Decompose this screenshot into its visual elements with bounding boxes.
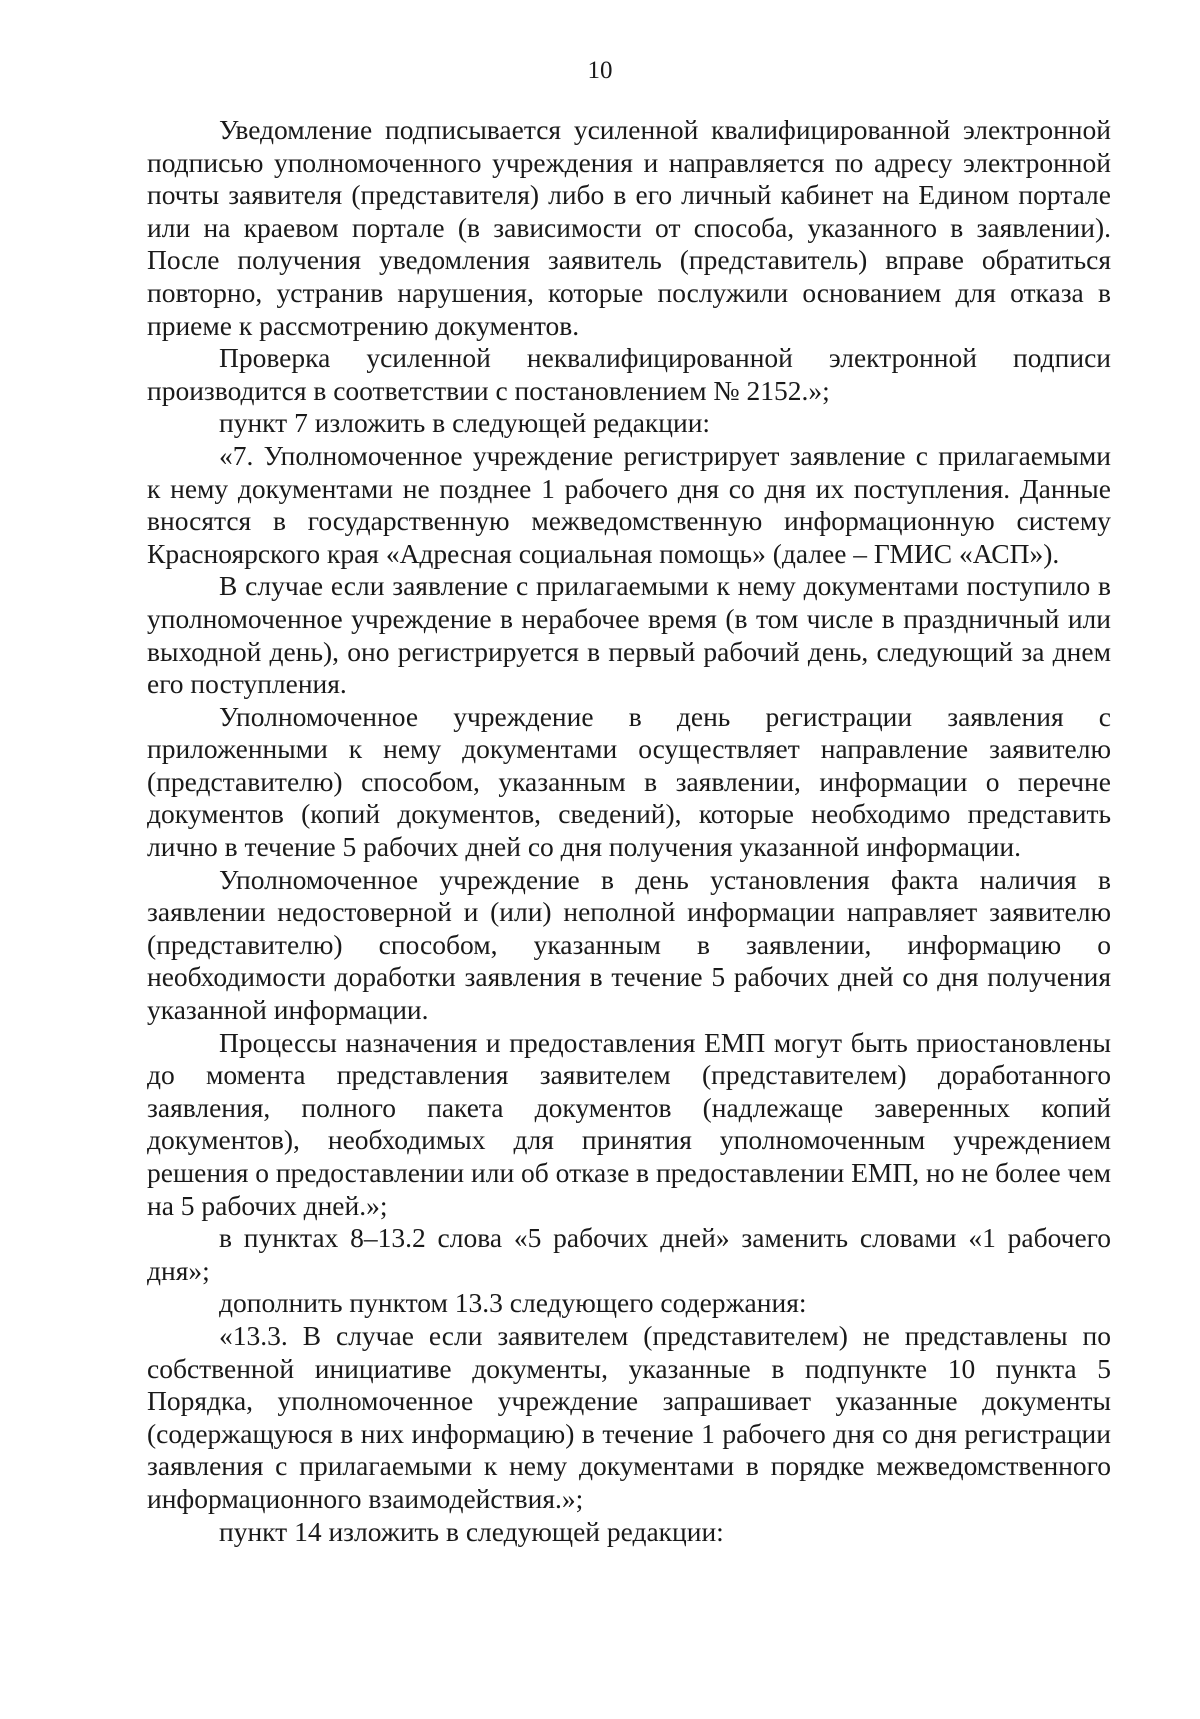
paragraph-item-7-text: «7. Уполномоченное учреждение регистрирует заявление с прилагаемыми к нему документами не позднее 1 рабочего дня со дня их поступления. Данные вносятся в государственную межведомственную информационную систему Красноярского края «Адресная социальная помощь» (далее – ГМИС «АСП»). (147, 439, 1111, 569)
paragraph-item-14-intro: пункт 14 изложить в следующей редакции: (219, 1515, 724, 1547)
paragraph-suspension: Процессы назначения и предоставления ЕМП могут быть приостановлены до момента представления заявителем (представителем) доработанного заявления, полного пакета документов (надлежаще заверенных копий документов), необходимых для принятия уполномоченным учреждением решения о предоставлении или об отказе в предоставлении ЕМП, но не более чем на 5 рабочих дней.»; (147, 1026, 1111, 1221)
paragraph-signature-check: Проверка усиленной неквалифицированной электронной подписи производится в соответствии с постановлением № 2152.»; (147, 342, 1111, 406)
paragraph-registration-day: Уполномоченное учреждение в день регистрации заявления с приложенными к нему документами осуществляет направление заявителю (представителю) способом, указанным в заявлении, информации о перечне документов (копий документов, сведений), которые необходимо представить лично в течение 5 рабочих дней со дня получения указанной информации. (147, 700, 1111, 863)
document-body (147, 114, 1111, 1548)
paragraph-incomplete-info: Уполномоченное учреждение в день установления факта наличия в заявлении недостоверной и (или) неполной информации направляет заявителю (представителю) способом, указанным в заявлении, информацию о необходимости доработки заявления в течение 5 рабочих дней со дня получения указанной информации. (147, 863, 1111, 1026)
paragraph-notification-signature: Уведомление подписывается усиленной квалифицированной электронной подписью уполномоченного учреждения и направляется по адресу электронной почты заявителя (представителя) либо в его личный кабинет на Едином портале или на краевом портале (в зависимости от способа, указанного в заявлении). После получения уведомления заявитель (представитель) вправе обратиться повторно, устранив нарушения, которые послужили основанием для отказа в приеме к рассмотрению документов. (147, 114, 1111, 341)
paragraph-item-7-intro: пункт 7 изложить в следующей редакции: (219, 407, 711, 439)
paragraph-nonworking-time: В случае если заявление с прилагаемыми к нему документами поступило в уполномоченное учреждение в нерабочее время (в том числе в праздничный или выходной день), оно регистрируется в первый рабочий день, следующий за днем его поступления. (147, 570, 1111, 700)
page-number: 10 (587, 57, 613, 84)
paragraph-items-8-13-2: в пунктах 8–13.2 слова «5 рабочих дней» заменить словами «1 рабочего дня»; (147, 1222, 1111, 1286)
paragraph-item-13-3-text: «13.3. В случае если заявителем (представителем) не представлены по собственной инициативе документы, указанные в подпункте 10 пункта 5 Порядка, уполномоченное учреждение запрашивает указанные документы (содержащуюся в них информацию) в течение 1 рабочего дня со дня регистрации заявления с прилагаемыми к нему документами в порядке межведомственного информационного взаимодействия.»; (147, 1319, 1111, 1514)
paragraph-add-13-3-intro: дополнить пунктом 13.3 следующего содержания: (219, 1287, 807, 1319)
